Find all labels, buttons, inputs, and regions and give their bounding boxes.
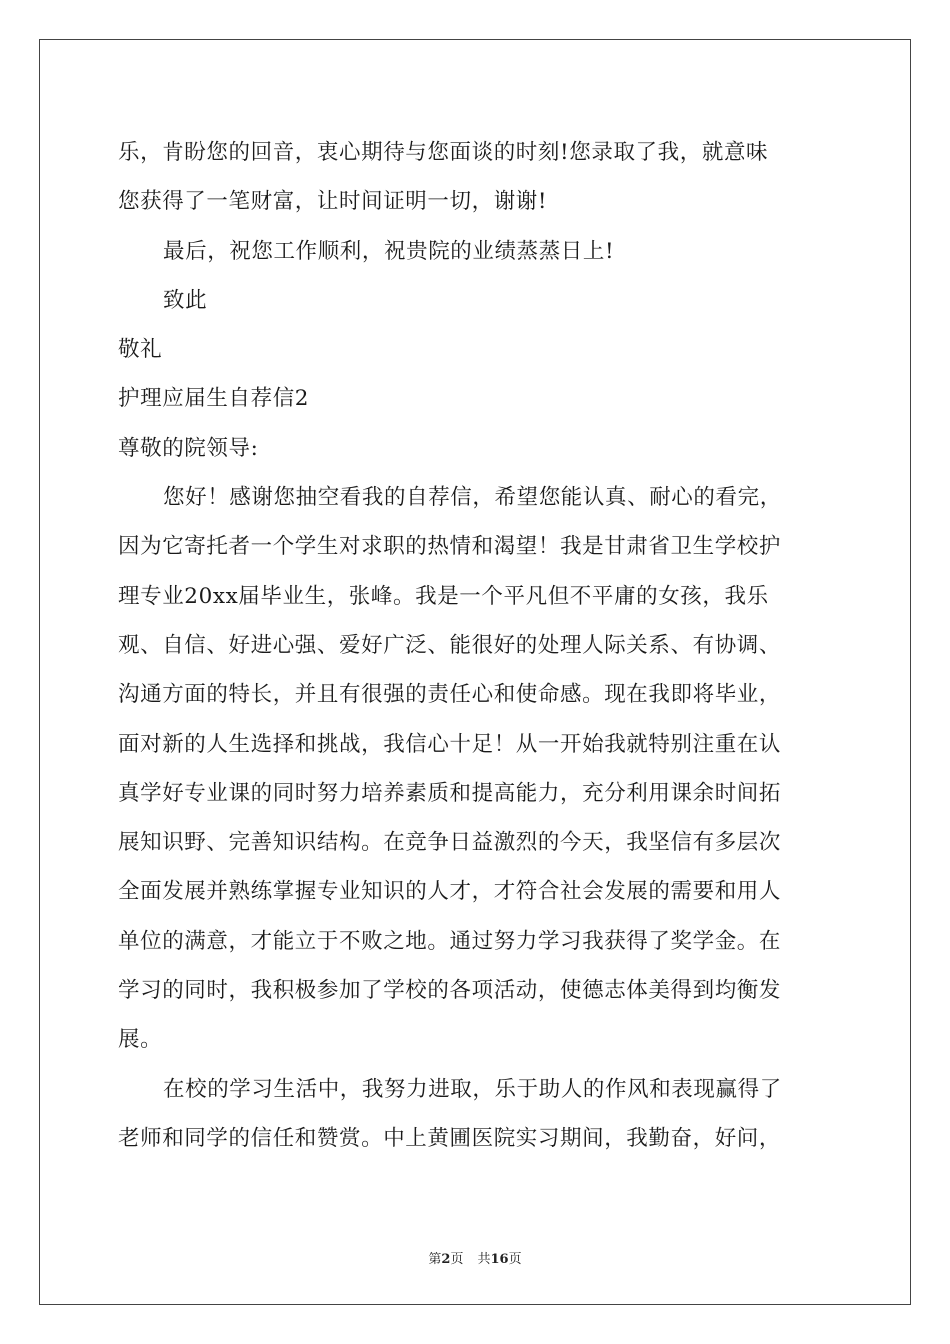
text-line: 沟通方面的特长，并且有很强的责任心和使命感。现在我即将毕业，	[118, 682, 782, 708]
text-line: 展。	[118, 1027, 163, 1053]
page-suffix: 页	[450, 1252, 464, 1267]
text-line: 真学好专业课的同时努力培养素质和提高能力，充分利用课余时间拓	[118, 780, 782, 806]
letter-body	[118, 128, 838, 1163]
text-line: 理专业20xx届毕业生，张峰。我是一个平凡但不平庸的女孩，我乐	[118, 583, 769, 609]
text-line: 您好！感谢您抽空看我的自荐信，希望您能认真、耐心的看完，	[163, 485, 782, 511]
salutation-closing: 致此	[163, 287, 208, 313]
closing-wish: 最后，祝您工作顺利，祝贵院的业绩蒸蒸日上!	[163, 238, 615, 264]
text-line: 在校的学习生活中，我努力进取，乐于助人的作风和表现赢得了	[163, 1076, 782, 1102]
text-line: 单位的满意，才能立于不败之地。通过努力学习我获得了奖学金。在	[118, 928, 782, 954]
text-line: 乐，肯盼您的回音，衷心期待与您面谈的时刻!您录取了我，就意味	[118, 140, 769, 165]
section-title: 护理应届生自荐信2	[118, 386, 310, 412]
text-line: 观、自信、好进心强、爱好广泛、能很好的处理人际关系、有协调、	[118, 632, 782, 658]
page-current: 2	[441, 1252, 451, 1267]
salutation-regards: 敬礼	[118, 337, 163, 363]
page-footer	[0, 1248, 950, 1267]
text-line: 展知识野、完善知识结构。在竞争日益激烈的今天，我坚信有多层次	[118, 830, 782, 856]
text-line: 因为它寄托者一个学生对求职的热情和渴望！我是甘肃省卫生学校护	[118, 534, 782, 560]
text-line: 您获得了一笔财富，让时间证明一切，谢谢!	[118, 189, 548, 215]
page-prefix: 第	[428, 1252, 442, 1267]
text-line: 面对新的人生选择和挑战，我信心十足！从一开始我就特别注重在认	[118, 731, 782, 757]
total-suffix: 页	[508, 1252, 522, 1267]
text-line: 全面发展并熟练掌握专业知识的人才，才符合社会发展的需要和用人	[118, 879, 782, 905]
text-line: 学习的同时，我积极参加了学校的各项活动，使德志体美得到均衡发	[118, 978, 782, 1004]
total-prefix: 共	[477, 1252, 491, 1267]
greeting: 尊敬的院领导:	[118, 435, 259, 461]
page-total: 16	[490, 1252, 509, 1267]
text-line: 老师和同学的信任和赞赏。中上黄圃医院实习期间，我勤奋，好问，	[118, 1125, 782, 1151]
